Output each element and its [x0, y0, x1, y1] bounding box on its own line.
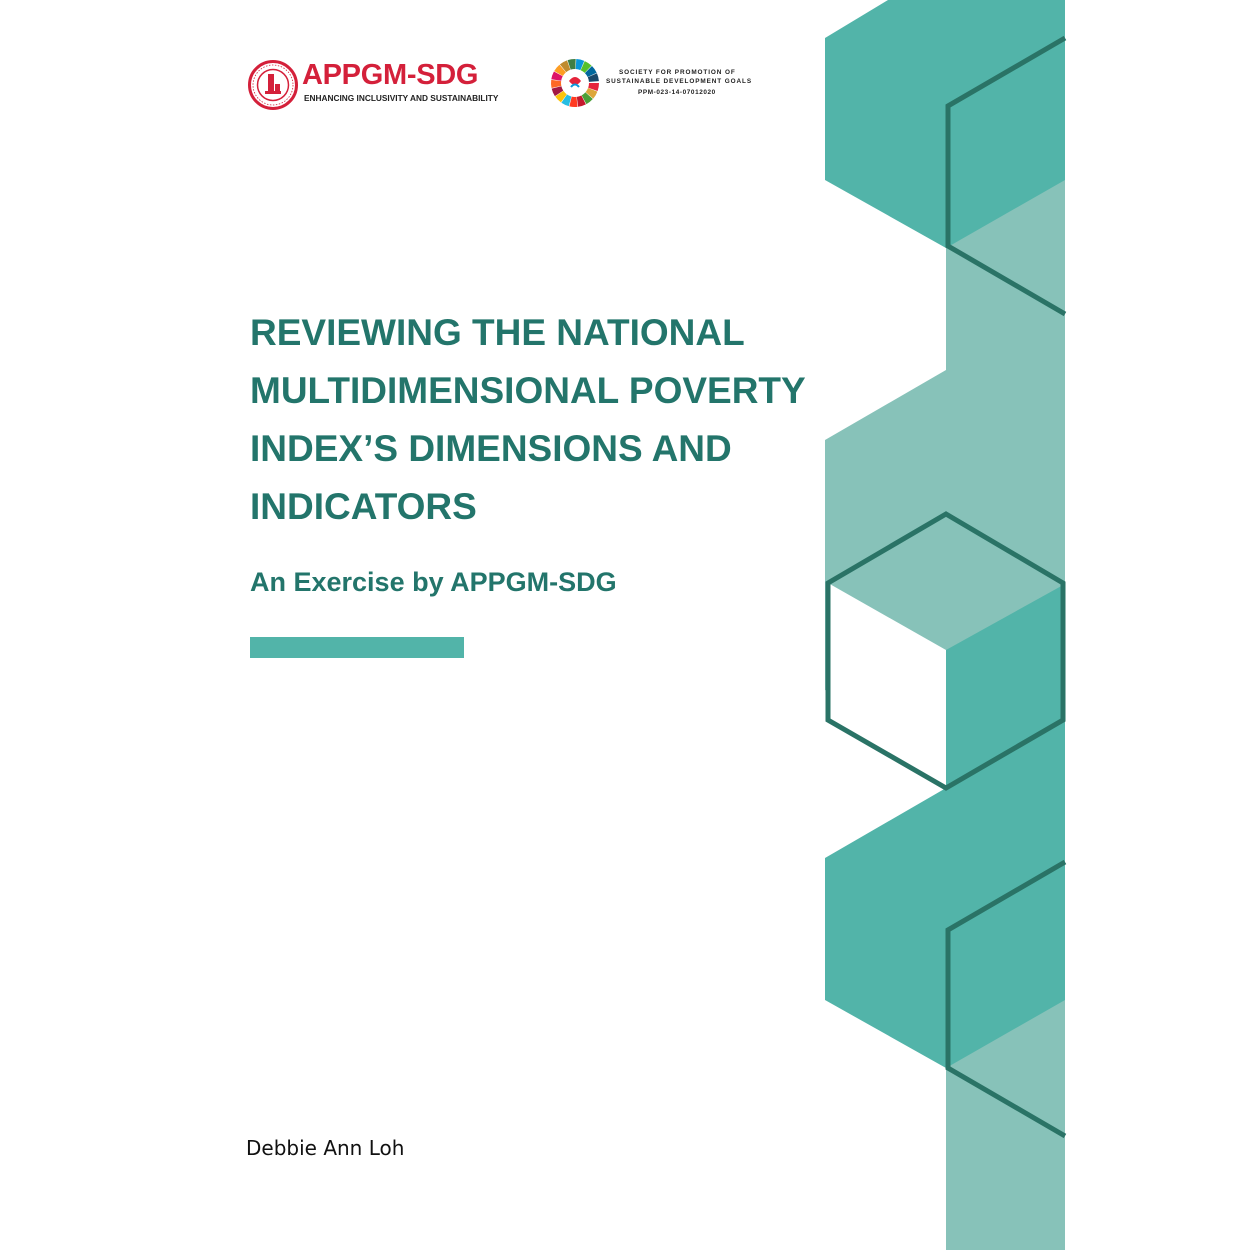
- document-subtitle: An Exercise by APPGM-SDG: [250, 567, 617, 597]
- appgm-sdg-logo: [248, 58, 508, 110]
- parliament-seal-icon: [248, 60, 298, 110]
- accent-divider: [250, 637, 464, 658]
- author-name: Debbie Ann Loh: [246, 1136, 405, 1160]
- title-line: MULTIDIMENSIONAL POVERTY: [250, 370, 806, 411]
- document-title: [250, 304, 850, 536]
- society-logo-line2: SUSTAINABLE DEVELOPMENT GOALS: [606, 78, 752, 85]
- appgm-logo-name: APPGM-SDG: [302, 59, 479, 91]
- society-sdg-logo: [549, 57, 769, 109]
- title-line: INDICATORS: [250, 486, 477, 527]
- title-line: REVIEWING THE NATIONAL: [250, 312, 745, 353]
- appgm-logo-tagline: ENHANCING INCLUSIVITY AND SUSTAINABILITY: [304, 93, 499, 103]
- title-line: INDEX’S DIMENSIONS AND: [250, 428, 732, 469]
- society-logo-registration: PPM-023-14-07012020: [638, 89, 716, 96]
- society-logo-line1: SOCIETY FOR PROMOTION OF: [619, 69, 736, 76]
- sdg-wheel-icon: [549, 57, 601, 109]
